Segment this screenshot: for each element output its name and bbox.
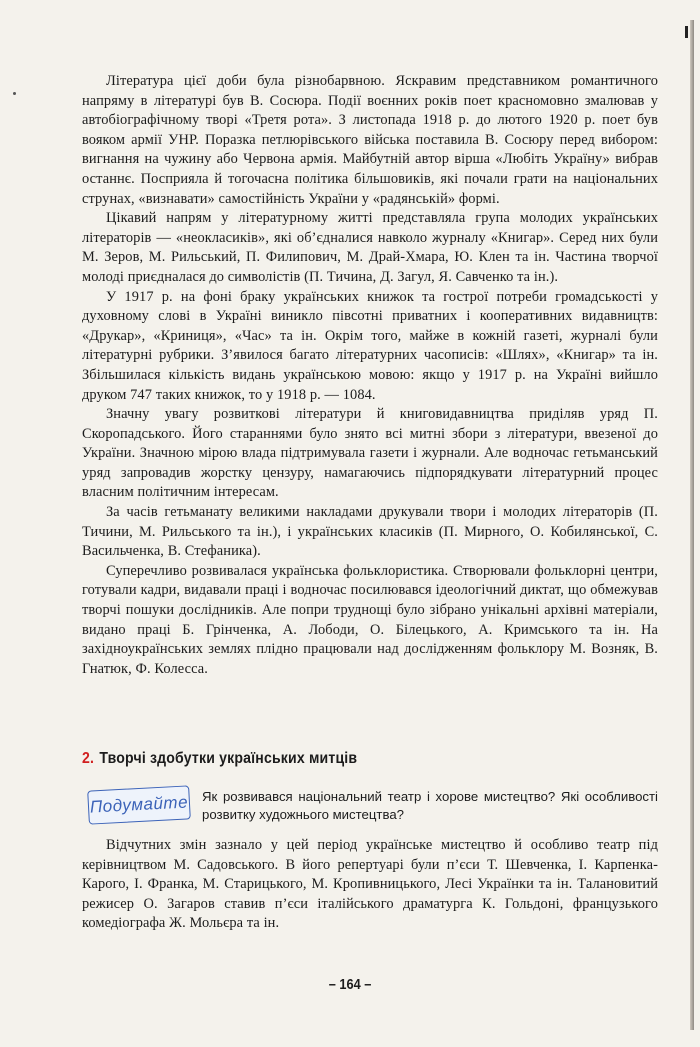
section-number: 2.: [82, 750, 95, 767]
page-number: [0, 976, 700, 993]
main-text-bottom: [82, 836, 658, 934]
paragraph: Суперечливо розвивалася українська фольклористика. Створювали фольклорні центри, готували кадри, видавали праці і водночас посилювався ідеологічний диктат, що обмежував творчі пошуки дослідників. Але попри труднощі було зібрано унікальні архівні матеріали, видано праці Б. Грінченка, А. Лободи, О. Білецького, А. Кримського та ін. На західноукраїнських землях плідно працювали над дослідженням фольклору М. Возняк, В. Гнатюк, Ф. Колесса.: [82, 562, 658, 677]
page-edge: [690, 20, 694, 1030]
think-prompt: [88, 788, 658, 828]
paragraph: За часів гетьманату великими накладами друкували твори і молодих літераторів (П. Тичини, М. Рильського та ін.), і українських класиків (П. Мирного, О. Кобилянської, С. Васильченка, В. Стефаника).: [82, 504, 658, 560]
section-heading: [82, 750, 592, 768]
scan-speck: [13, 92, 16, 95]
paragraph: Література цієї доби була різнобарвною. Яскравим представником романтичного напряму в літературі був В. Сосюра. Події воєнних років поет красномовно змалював у автобіографічному творі «Третя рота». З листопада 1918 р. до лютого 1920 р. поет був вояком армії УНР. Поразка петлюрівського війська поставила В. Сосюру перед вибором: вигнання на чужину або Червона армія. Майбутній автор вірша «Любіть Україну» вибрав останнє. Посприяла й тогочасна політика більшовиків, які почали грати на національних струнах, «визнавати» самостійність України у «радянській» формі.: [82, 73, 658, 207]
paragraph: Цікавий напрям у літературному житті представляла група молодих українських літераторів — «неокласиків», які об’єдналися навколо журналу «Книгар». Серед них були М. Зеров, М. Рильський, П. Филипович, М. Драй-Хмара, Ю. Клен та ін. Частина творчої молоді приєдналася до символістів (П. Тичина, Д. Загул, Я. Савченко та ін.).: [82, 210, 658, 285]
paragraph: У 1917 р. на фоні браку українських книжок та гострої потреби громадськості у духовному слові в Україні виникло півсотні приватних і кооперативних видавництв: «Друкар», «Криниця», «Час» та ін. Окрім того, майже в кожній газеті, журналі були літературні рубрики. З’явилося багато літературних часописів: «Шлях», «Книгар» та ін. Збільшилася кількість видань українською мовою: якщо у 1917 р. на Україні вийшло друком 747 таких книжок, то у 1918 р. — 1084.: [82, 288, 658, 403]
think-question: Як розвивався національний театр і хорове мистецтво? Які особливості розвитку художнього мистецтва?: [202, 789, 658, 822]
paragraph: Значну увагу розвиткові літератури й книговидавництва приділяв уряд П. Скоропадського. Його стараннями було знято всі митні збори з літератури, ввезеної до України. Значною мірою влада підтримувала газети і журнали. Але водночас гетьманський уряд запровадив жорстку цензуру, намагаючись підпорядкувати літературний процес власним політичним інтересам.: [82, 406, 658, 501]
think-badge: Подумайте: [87, 785, 191, 824]
page-number-text: – 164 –: [328, 976, 372, 993]
page-edge-mark: [685, 26, 688, 38]
section-title: Творчі здобутки українських митців: [99, 750, 358, 767]
main-text-top: [82, 72, 658, 679]
paragraph: Відчутних змін зазнало у цей період українське мистецтво й особливо театр під керівництвом М. Садовського. В його репертуарі були п’єси Т. Шевченка, І. Карпенка-Карого, І. Франка, М. Старицького, М. Кропивницького, Лесі Українки та ін. Талановитий режисер О. Загаров ставив п’єси італійського драматурга К. Гольдоні, французького комедіографа Ж. Мольєра та ін.: [82, 837, 658, 932]
